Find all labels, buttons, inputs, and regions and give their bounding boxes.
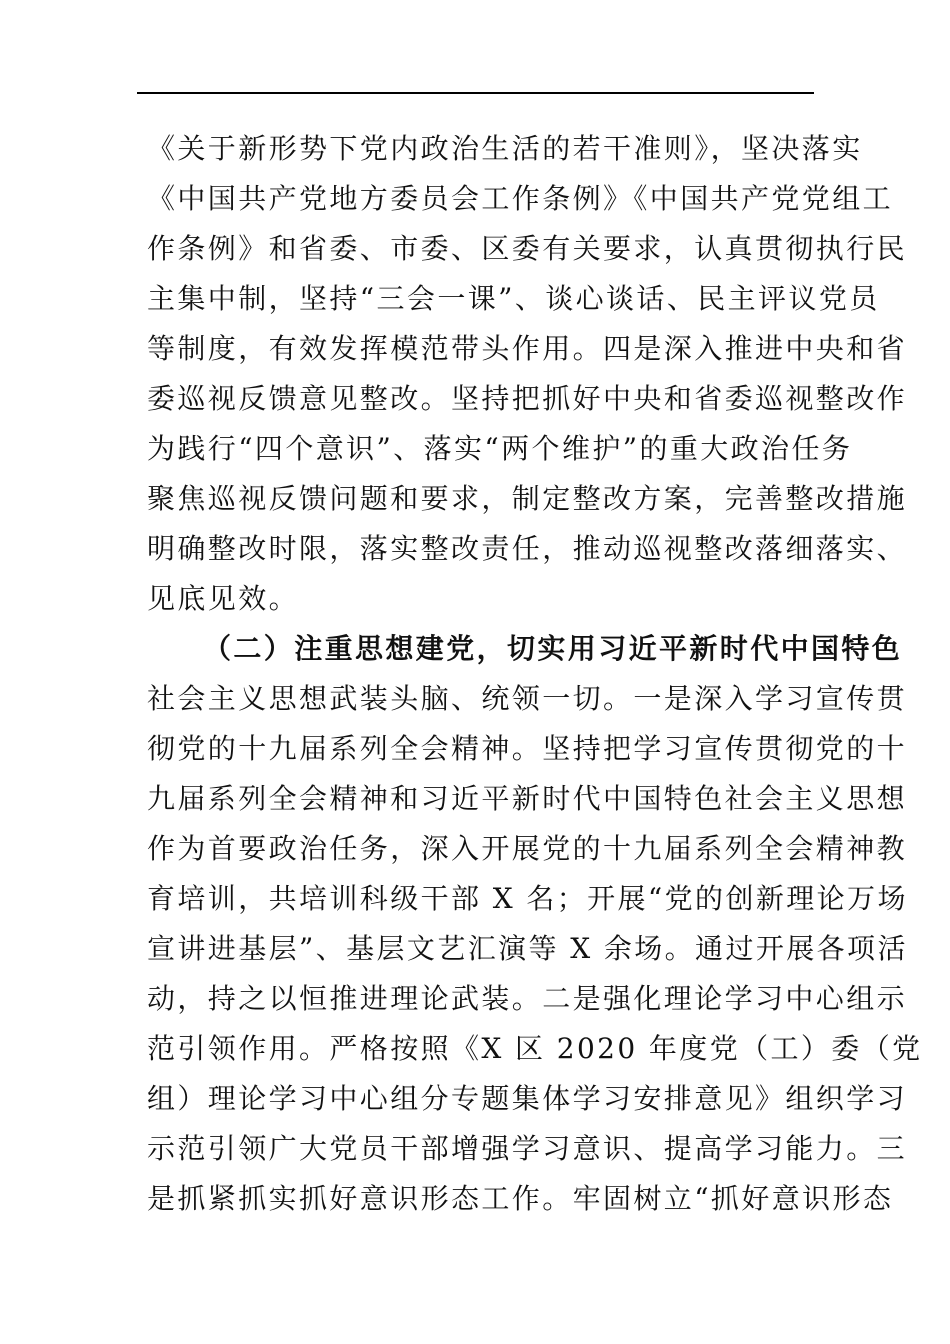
text-line: 九届系列全会精神和习近平新时代中国特色社会主义思想	[147, 782, 908, 815]
text-line: 育培训，共培训科级干部 X 名；开展“党的创新理论万场	[147, 882, 908, 915]
text-line: 见底见效。	[147, 582, 300, 615]
text-line: 《关于新形势下党内政治生活的若干准则》，坚决落实	[147, 132, 863, 165]
text-line: 宣讲进基层”、基层文艺汇演等 X 余场。通过开展各项活	[147, 932, 908, 965]
text-line: 明确整改时限，落实整改责任，推动巡视整改落细落实、	[147, 532, 908, 565]
text-line: 作条例》和省委、市委、区委有关要求，认真贯彻执行民	[147, 232, 908, 265]
text-line: 作为首要政治任务，深入开展党的十九届系列全会精神教	[147, 832, 908, 865]
text-line: 《中国共产党地方委员会工作条例》《中国共产党党组工	[147, 182, 894, 215]
text-line: 主集中制，坚持“三会一课”、谈心谈话、民主评议党员	[147, 282, 880, 315]
text-line: 等制度，有效发挥模范带头作用。四是深入推进中央和省	[147, 332, 908, 365]
text-line: 为践行“四个意识”、落实“两个维护”的重大政治任务	[147, 432, 853, 465]
text-line: 是抓紧抓实抓好意识形态工作。牢固树立“抓好意识形态	[147, 1182, 894, 1215]
text-line: 组）理论学习中心组分专题集体学习安排意见》组织学习	[147, 1082, 908, 1115]
header-rule	[137, 92, 814, 94]
section-heading-line: （二）注重思想建党，切实用习近平新时代中国特色	[203, 632, 903, 665]
text-line: 委巡视反馈意见整改。坚持把抓好中央和省委巡视整改作	[147, 382, 908, 415]
text-line: 聚焦巡视反馈问题和要求，制定整改方案，完善整改措施	[147, 482, 908, 515]
text-line: 彻党的十九届系列全会精神。坚持把学习宣传贯彻党的十	[147, 732, 908, 765]
text-line: 范引领作用。严格按照《X 区 2020 年度党（工）委（党	[147, 1032, 923, 1065]
text-line: 动，持之以恒推进理论武装。二是强化理论学习中心组示	[147, 982, 908, 1015]
text-line: 示范引领广大党员干部增强学习意识、提高学习能力。三	[147, 1132, 908, 1165]
text-line: 社会主义思想武装头脑、统领一切。一是深入学习宣传贯	[147, 682, 908, 715]
